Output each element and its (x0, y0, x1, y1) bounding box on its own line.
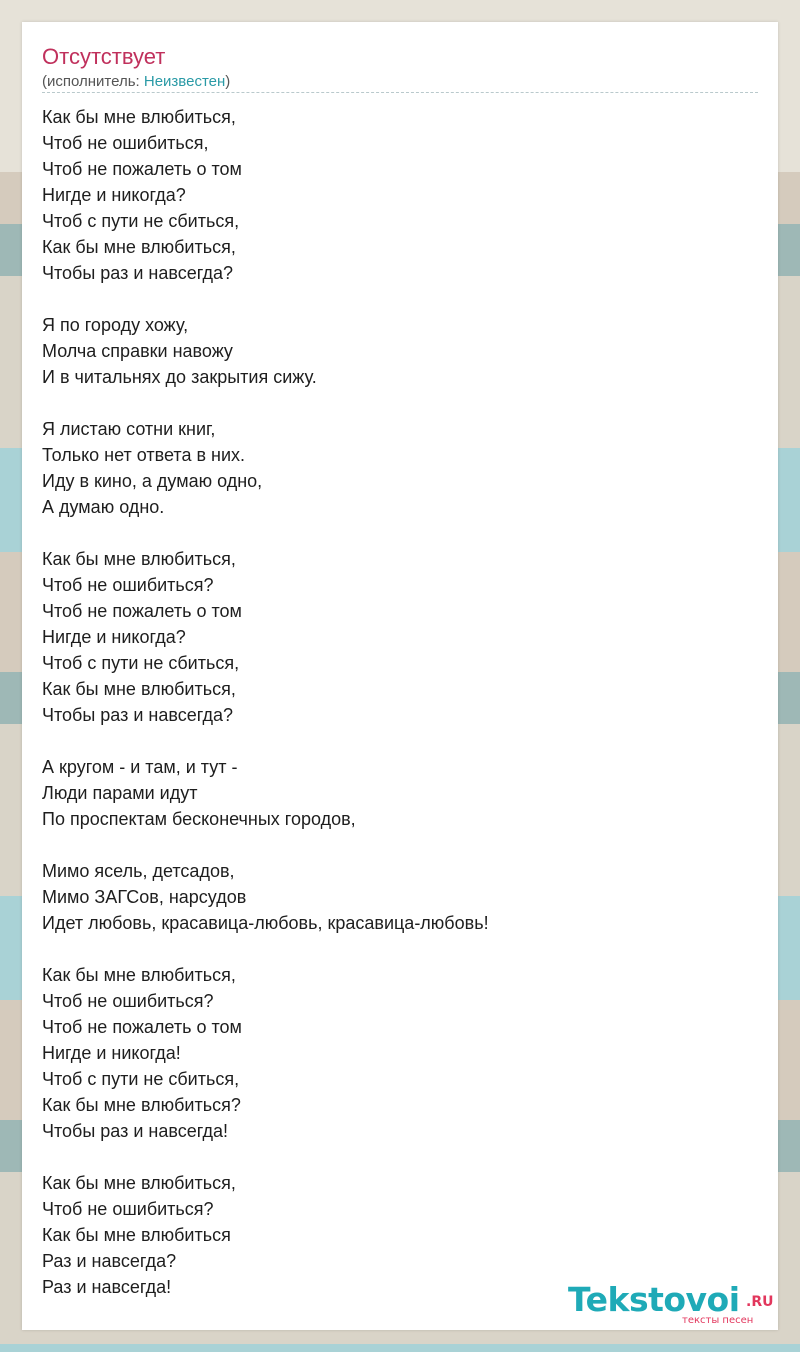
lyric-line: Как бы мне влюбиться (42, 1225, 231, 1245)
lyric-line: Чтоб не пожалеть о том (42, 601, 242, 621)
stanza-gap (42, 936, 758, 962)
lyric-line: Чтоб не ошибиться, (42, 133, 209, 153)
stanza-gap (42, 832, 758, 858)
lyric-line: Чтоб не ошибиться? (42, 575, 214, 595)
title-divider (42, 92, 758, 93)
lyric-line: Чтоб с пути не сбиться, (42, 653, 240, 673)
lyric-line: Я по городу хожу, (42, 315, 189, 335)
logo-tagline: тексты песен (682, 1315, 754, 1326)
lyric-line: Мимо ЗАГСов, нарсудов (42, 887, 247, 907)
lyric-line: Как бы мне влюбиться, (42, 237, 236, 257)
logo-wordmark: Tekstovoi (568, 1280, 740, 1319)
lyric-line: Как бы мне влюбиться? (42, 1095, 241, 1115)
lyric-line: Чтоб не ошибиться? (42, 991, 214, 1011)
lyric-line: Идет любовь, красавица-любовь, красавица-любовь! (42, 913, 489, 933)
lyric-line: Только нет ответа в них. (42, 445, 246, 465)
lyric-line: Молча справки навожу (42, 341, 233, 361)
stanza-gap (42, 286, 758, 312)
lyric-line: Раз и навсегда? (42, 1251, 177, 1271)
lyric-line: Чтобы раз и навсегда! (42, 1121, 229, 1141)
song-title: Отсутствует (42, 44, 166, 69)
lyric-line: Как бы мне влюбиться, (42, 107, 236, 127)
lyrics-card (22, 22, 778, 1330)
lyric-line: Как бы мне влюбиться, (42, 1173, 236, 1193)
lyric-line: Нигде и никогда? (42, 627, 186, 647)
lyric-line: Чтобы раз и навсегда? (42, 263, 234, 283)
lyric-line: Я листаю сотни книг, (42, 419, 216, 439)
lyric-line: Чтоб не пожалеть о том (42, 1017, 242, 1037)
lyric-line: Как бы мне влюбиться, (42, 679, 236, 699)
stanza-gap (42, 728, 758, 754)
stanza-gap (42, 390, 758, 416)
artist-line (42, 73, 230, 91)
lyric-line: Иду в кино, а думаю одно, (42, 471, 263, 491)
lyrics-text (42, 104, 758, 1300)
lyric-line: Чтоб с пути не сбиться, (42, 211, 240, 231)
lyric-line: Люди парами идут (42, 783, 198, 803)
lyric-line: А думаю одно. (42, 497, 165, 517)
lyric-line: Как бы мне влюбиться, (42, 549, 236, 569)
lyric-line: А кругом - и там, и тут - (42, 757, 238, 777)
lyric-line: Раз и навсегда! (42, 1277, 172, 1297)
lyric-line: По проспектам бесконечных городов, (42, 809, 356, 829)
lyric-line: Чтоб не пожалеть о том (42, 159, 242, 179)
site-logo[interactable] (568, 1282, 778, 1328)
stanza-gap (42, 520, 758, 546)
artist-link[interactable]: Неизвестен (143, 73, 226, 90)
lyric-line: Чтоб не ошибиться? (42, 1199, 214, 1219)
lyric-line: Нигде и никогда? (42, 185, 186, 205)
lyric-line: Как бы мне влюбиться, (42, 965, 236, 985)
lyric-line: Мимо ясель, детсадов, (42, 861, 235, 881)
lyric-line: Чтобы раз и навсегда? (42, 705, 234, 725)
lyric-line: Чтоб с пути не сбиться, (42, 1069, 240, 1089)
lyric-line: И в читальнях до закрытия сижу. (42, 367, 317, 387)
stanza-gap (42, 1144, 758, 1170)
logo-tld: .RU (746, 1294, 774, 1310)
lyric-line: Нигде и никогда! (42, 1043, 181, 1063)
artist-prefix: (исполнитель: (42, 73, 144, 90)
artist-suffix: ) (225, 73, 231, 90)
